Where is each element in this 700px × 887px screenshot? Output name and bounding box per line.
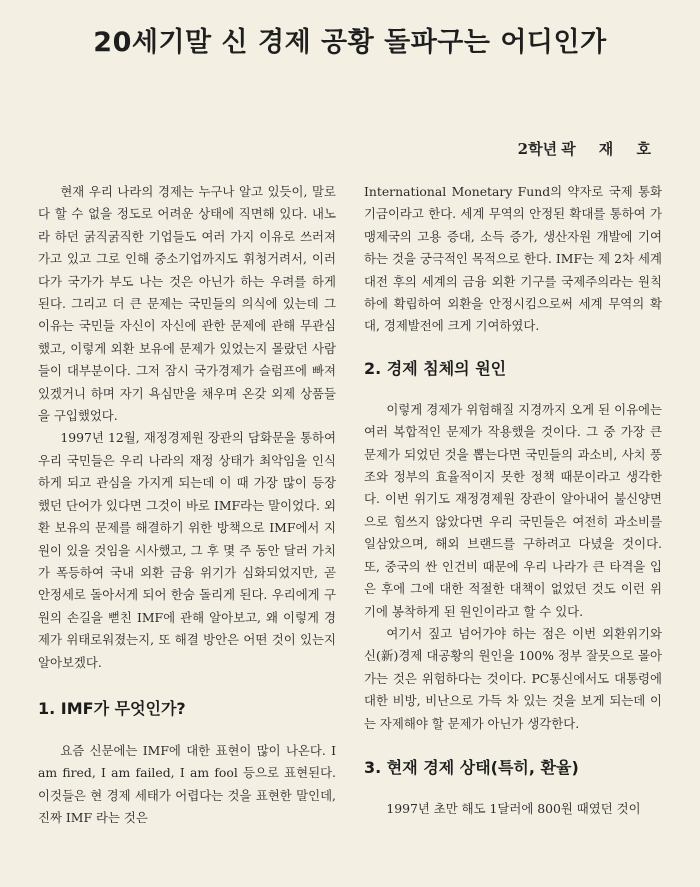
section-1-heading: 1. IMF가 무엇인가? [38,698,186,718]
author-line [518,138,660,159]
section-2-paragraph-2: 여기서 짚고 넘어가야 하는 점은 이번 외환위기와 신(新)경제 대공황의 원인을 100% 정부 잘못으로 몰아가는 것은 위험하다는 것이다. PC통신에서도 대통령에 대한 비방, 비난으로 가득 차 있는 것을 보게 되는데 이는 자제해야 할 문제가 아닌가 생각한다. [364,625,662,731]
section-3-paragraph: 1997년 초만 해도 1달러에 800원 때였던 것이 [386,800,641,816]
article-title: 20세기말 신 경제 공황 돌파구는 어디인가 [93,27,607,58]
section-2-heading: 2. 경제 침체의 원인 [364,358,507,378]
left-column [38,181,336,830]
continued-paragraph: International Monetary Fund의 약자로 국제 통화기금이라고 한다. 세계 무역의 안정된 확대를 통하여 가맹제국의 고용 증대, 소득 증가, 생산자원 개발에 기여하는 것을 궁극적인 목적으로 한다. IMF는 제 2차 세계대전 후의 세계의 금융 외환 기구를 국제주의라는 원칙 하에 확립하여 외환을 안정시킴으로써 세계 무역의 확대, 경제발전에 크게 기여하였다. [364,184,662,334]
intro-paragraph-1: 현재 우리 나라의 경제는 누구나 알고 있듯이, 말로 다 할 수 없을 정도로 어려운 상태에 직면해 있다. 내노라 하던 굵직굵직한 기업들도 여러 가지 이유로 쓰러져 가고 있고 그로 인해 중소기업까지도 휘청거려서, 이러다가 국가가 부도 나는 것은 아닌가 하는 우려를 하게 된다. 그리고 더 큰 문제는 국민들의 의식에 있는데 그 이유는 국민들 자신이 자신에 관한 문제에 관해 무관심했고, 이렇게 외환 보유에 문제가 있었는지 몰랐던 사람들이 대부분이다. 그저 잠시 국가경제가 슬럼프에 빠져 있겠거니 하며 자기 욕심만을 채우며 온갖 외제 상품들을 구입했었다. [38,184,336,424]
author-grade: 2학년 [517,140,558,158]
section-2-paragraph-1: 이렇게 경제가 위험해질 지경까지 오게 된 이유에는 여러 복합적인 문제가 작용했을 것이다. 그 중 가장 큰 문제가 되었던 것을 뽑는다면 국민들의 과소비, 사치 풍조와 정부의 효율적이지 못한 정책 때문이라고 생각한다. 이번 위기도 재정경제원 장관이 알아내어 불신양면으로 힘쓰지 않았다면 우리 국민들은 여전히 과소비를 일삼았으며, 해외 브랜드를 구하려고 다녔을 것이다. 또, 중국의 싼 인건비 때문에 우리 나라가 큰 타격을 입은 후에 그에 대한 적절한 대책이 없었던 것도 이런 위기에 봉착하게 된 원인이라고 할 수 있다. [364,401,662,619]
section-1-paragraph: 요즘 신문에는 IMF에 대한 표현이 많이 나온다. I am fired, I am failed, I am fool 등으로 표현된다. 이것들은 현 경제 세태가 어렵다는 것을 표현한 말인데, 진짜 IMF 라는 것은 [38,742,336,826]
intro-paragraph-2: 1997년 12월, 재정경제원 장관의 담화문을 통하여 우리 국민들은 우리 나라의 재정 상태가 최악임을 인식하게 되고 관심을 가지게 되는데 이 때 가장 많이 등장했던 단어가 있다면 그것이 바로 IMF라는 말이었다. 외환 보유의 문제를 해결하기 위한 방책으로 IMF에서 지원이 있을 것임을 시사했고, 그 후 몇 주 동안 달러 가치가 폭등하여 국내 외환 금융 위기가 심화되었지만, 곧 안정세로 돌아서게 되어 한숨 돌리게 된다. 우리에게 구원의 손길을 뻗친 IMF에 관해 알아보고, 왜 이렇게 경제가 위태로워졌는지, 또 해결 방안은 어떤 것이 있는지 알아보겠다. [38,430,336,670]
section-3-heading: 3. 현재 경제 상태(특히, 환율) [364,757,579,777]
author-name: 곽 재 호 [561,140,660,158]
right-column [364,181,662,820]
